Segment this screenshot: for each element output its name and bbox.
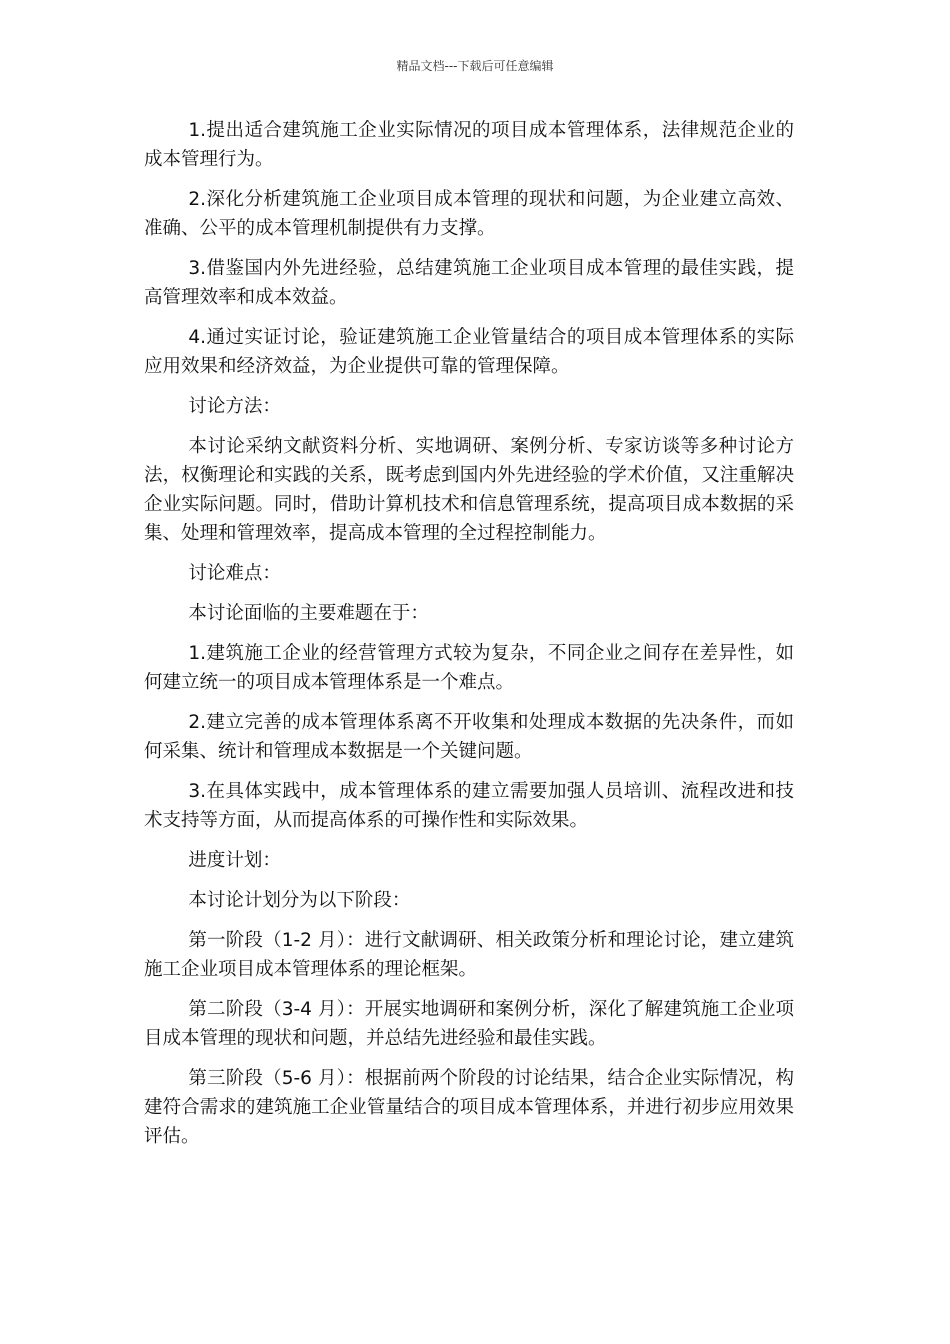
paragraph-difficulties-intro: 本讨论面临的主要难题在于： <box>188 603 429 624</box>
paragraph-objective-2: 2.深化分析建筑施工企业项目成本管理的现状和问题，为企业建立高效、准确、公平的成本管理机制提供有力支撑。 <box>144 189 794 239</box>
heading-method: 讨论方法： <box>188 396 281 417</box>
paragraph-stage-2: 第二阶段（3-4 月）：开展实地调研和案例分析，深化了解建筑施工企业项目成本管理的现状和问题，并总结先进经验和最佳实践。 <box>144 999 794 1049</box>
paragraph-objective-3: 3.借鉴国内外先进经验，总结建筑施工企业项目成本管理的最佳实践，提高管理效率和成本效益。 <box>144 258 794 308</box>
paragraph-schedule-intro: 本讨论计划分为以下阶段： <box>188 890 411 911</box>
paragraph-stage-1: 第一阶段（1-2 月）：进行文献调研、相关政策分析和理论讨论，建立建筑施工企业项目成本管理体系的理论框架。 <box>144 930 794 980</box>
page-header: 精品文档---下载后可任意编辑 <box>396 59 554 73</box>
heading-schedule: 进度计划： <box>188 850 281 871</box>
paragraph-difficulty-3: 3.在具体实践中，成本管理体系的建立需要加强人员培训、流程改进和技术支持等方面，从而提高体系的可操作性和实际效果。 <box>144 781 794 831</box>
document-body <box>144 116 794 1162</box>
paragraph-difficulty-1: 1.建筑施工企业的经营管理方式较为复杂，不同企业之间存在差异性，如何建立统一的项目成本管理体系是一个难点。 <box>144 643 794 693</box>
heading-difficulties: 讨论难点： <box>188 563 281 584</box>
paragraph-objective-1: 1.提出适合建筑施工企业实际情况的项目成本管理体系，法律规范企业的成本管理行为。 <box>144 120 794 170</box>
paragraph-objective-4: 4.通过实证讨论，验证建筑施工企业管量结合的项目成本管理体系的实际应用效果和经济效益，为企业提供可靠的管理保障。 <box>144 327 794 377</box>
paragraph-difficulty-2: 2.建立完善的成本管理体系离不开收集和处理成本数据的先决条件，而如何采集、统计和管理成本数据是一个关键问题。 <box>144 712 794 762</box>
paragraph-method: 本讨论采纳文献资料分析、实地调研、案例分析、专家访谈等多种讨论方法，权衡理论和实践的关系，既考虑到国内外先进经验的学术价值，又注重解决企业实际问题。同时，借助计算机技术和信息管理系统，提高项目成本数据的采集、处理和管理效率，提高成本管理的全过程控制能力。 <box>144 436 794 544</box>
paragraph-stage-3: 第三阶段（5-6 月）：根据前两个阶段的讨论结果，结合企业实际情况，构建符合需求的建筑施工企业管量结合的项目成本管理体系，并进行初步应用效果评估。 <box>144 1068 794 1147</box>
